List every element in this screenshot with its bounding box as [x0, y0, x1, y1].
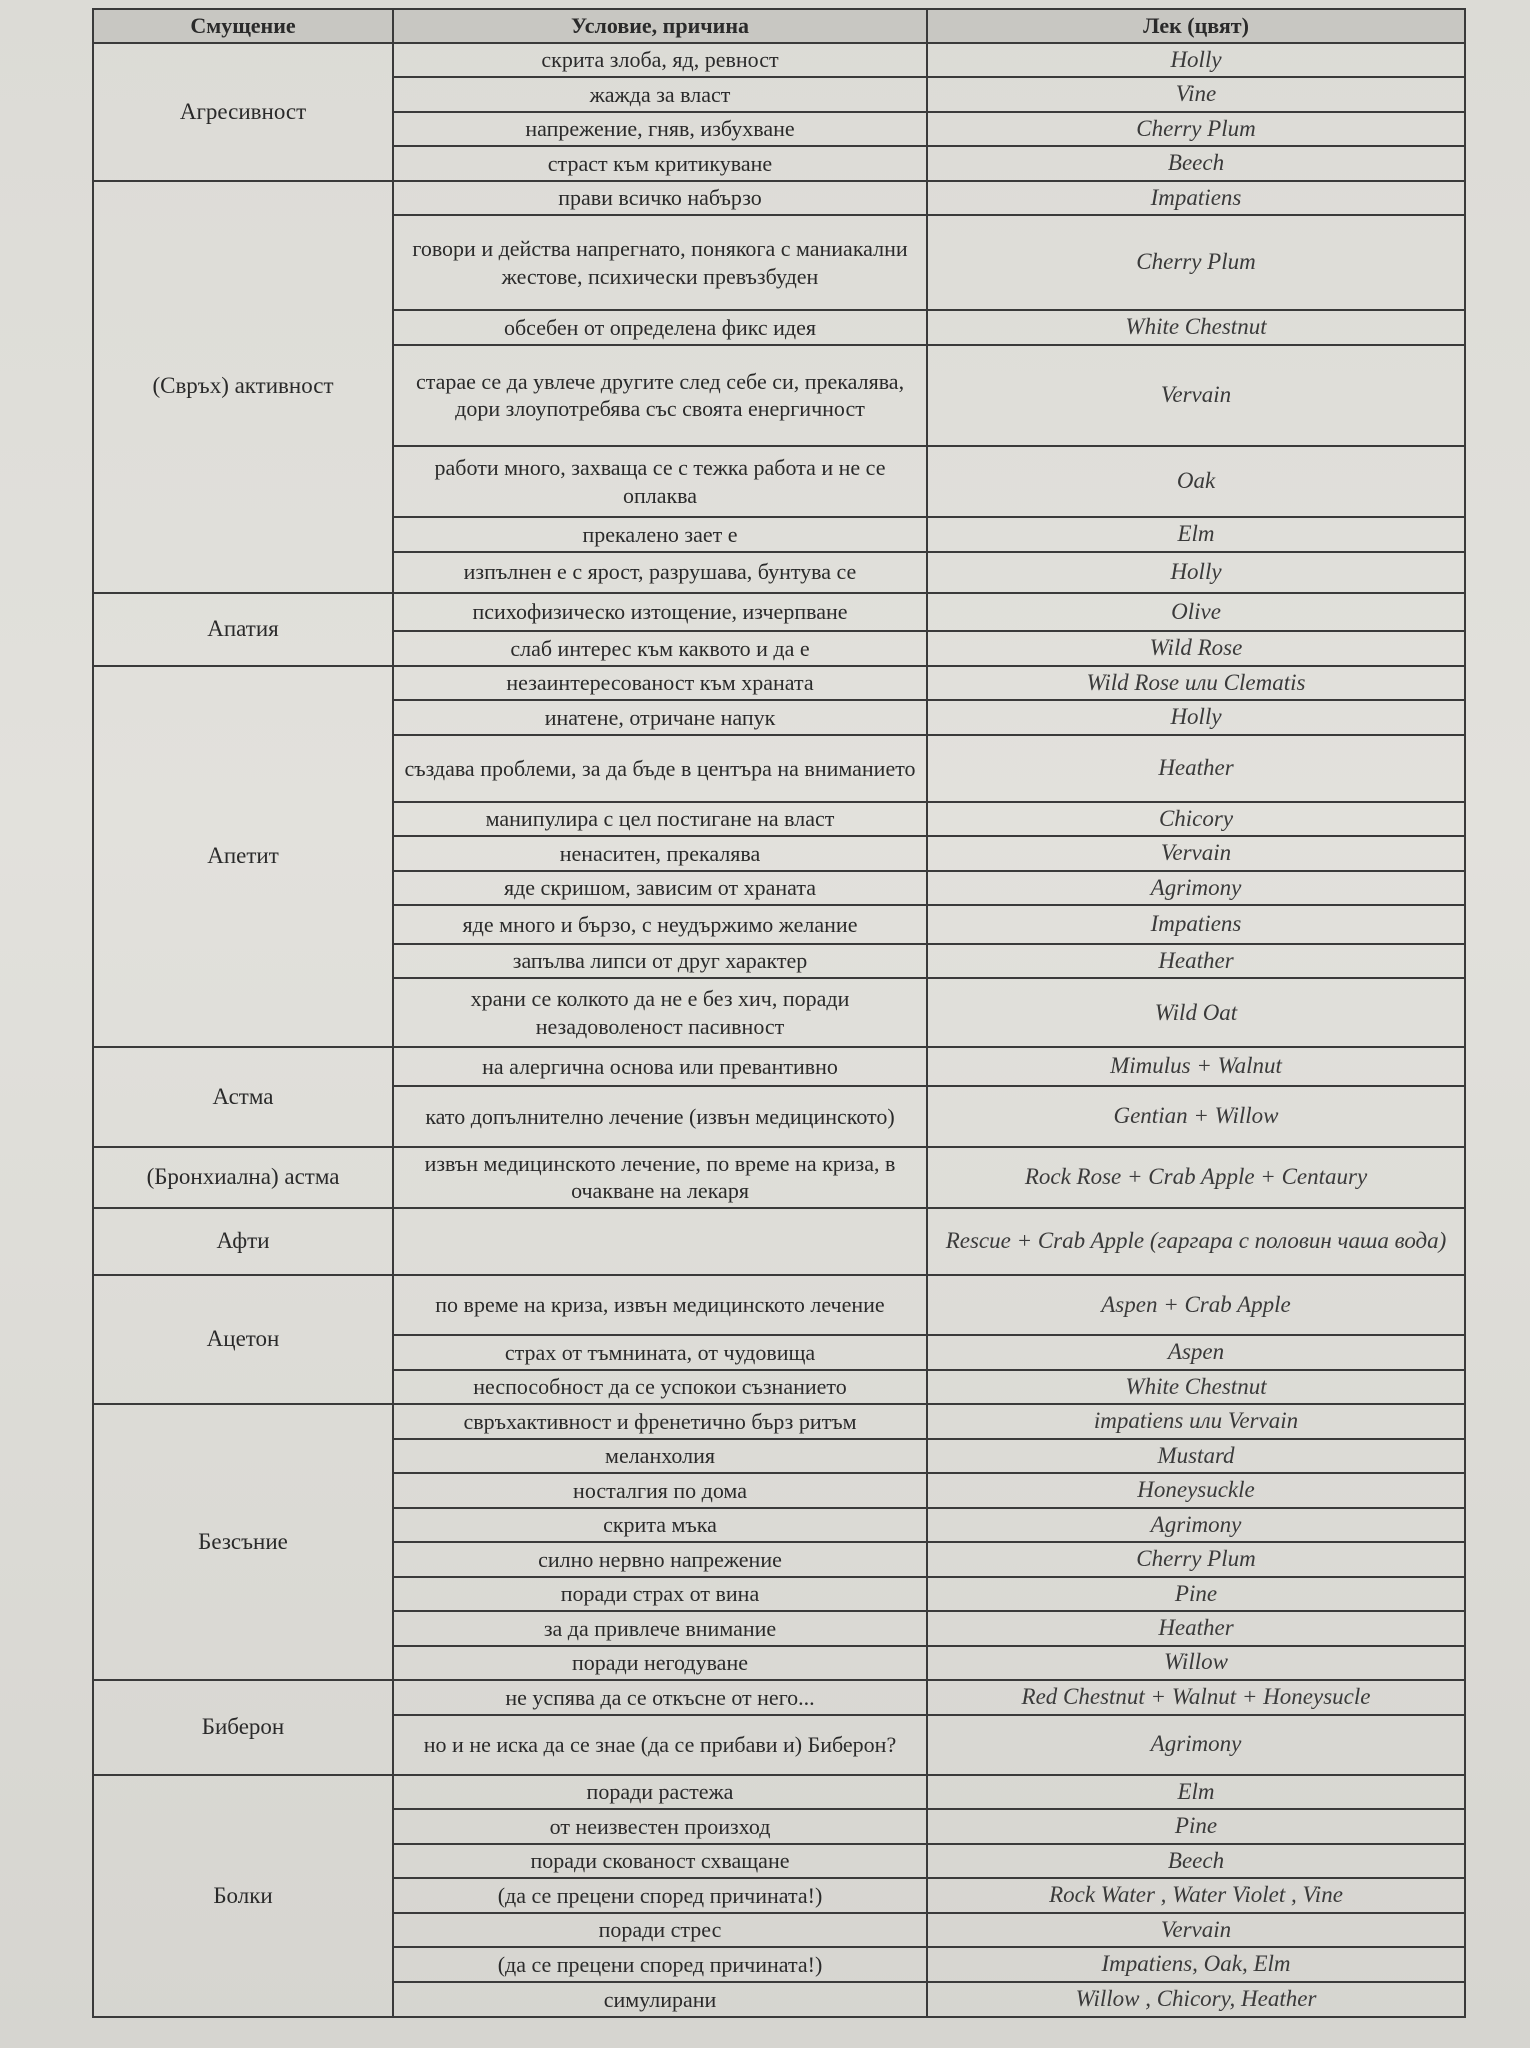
remedy-cell: Honeysuckle: [927, 1473, 1465, 1507]
condition-cell: страст към критикуване: [393, 146, 927, 180]
symptom-cell: Афти: [93, 1208, 393, 1275]
condition-cell: неспособност да се успокои съзнанието: [393, 1370, 927, 1404]
table-row: [93, 43, 1465, 77]
remedy-cell: Impatiens: [927, 905, 1465, 944]
condition-cell: говори и действа напрегнато, понякога с маниакални жестове, психически превъзбуден: [393, 215, 927, 310]
condition-cell: страх от тъмнината, от чудовища: [393, 1335, 927, 1369]
remedy-cell: Cherry Plum: [927, 1542, 1465, 1576]
condition-cell: прекалено зает е: [393, 517, 927, 551]
condition-cell: не успява да се откъсне от него...: [393, 1680, 927, 1714]
remedy-cell: Willow , Chicory, Heather: [927, 1982, 1465, 2017]
header-remedy: Лек (цвят): [927, 9, 1465, 43]
condition-cell: меланхолия: [393, 1439, 927, 1473]
symptom-cell: Агресивност: [93, 43, 393, 181]
remedy-cell: Aspen: [927, 1335, 1465, 1369]
remedy-cell: Wild Oat: [927, 978, 1465, 1047]
symptom-cell: Безсъние: [93, 1404, 393, 1680]
remedy-cell: Mustard: [927, 1439, 1465, 1473]
remedy-cell: Impatiens: [927, 181, 1465, 215]
remedy-cell: impatiens или Vervain: [927, 1404, 1465, 1438]
remedy-cell: Mimulus + Walnut: [927, 1047, 1465, 1086]
condition-cell: [393, 1208, 927, 1275]
condition-cell: яде скришом, зависим от храната: [393, 871, 927, 905]
remedy-cell: Pine: [927, 1809, 1465, 1843]
symptom-cell: Апетит: [93, 666, 393, 1048]
condition-cell: по време на криза, извън медицинското лечение: [393, 1275, 927, 1335]
symptom-cell: Апатия: [93, 593, 393, 666]
symptom-cell: (Свръх) активност: [93, 181, 393, 593]
condition-cell: поради стрес: [393, 1913, 927, 1947]
condition-cell: манипулира с цел постигане на власт: [393, 802, 927, 836]
table-row: [93, 1147, 1465, 1208]
condition-cell: запълва липси от друг характер: [393, 944, 927, 978]
symptom-cell: Биберон: [93, 1680, 393, 1775]
remedy-cell: Heather: [927, 1611, 1465, 1645]
remedy-cell: Oak: [927, 446, 1465, 517]
remedy-cell: Cherry Plum: [927, 215, 1465, 310]
condition-cell: (да се прецени според причината!): [393, 1947, 927, 1981]
condition-cell: за да привлече внимание: [393, 1611, 927, 1645]
condition-cell: поради негодуване: [393, 1646, 927, 1680]
remedy-cell: Agrimony: [927, 871, 1465, 905]
remedy-cell: Vervain: [927, 1913, 1465, 1947]
remedy-cell: Rock Rose + Crab Apple + Centaury: [927, 1147, 1465, 1208]
symptom-cell: Болки: [93, 1775, 393, 2017]
condition-cell: свръхактивност и френетично бърз ритъм: [393, 1404, 927, 1438]
condition-cell: поради растежа: [393, 1775, 927, 1809]
condition-cell: незаинтересованост към храната: [393, 666, 927, 700]
remedy-cell: Vine: [927, 77, 1465, 111]
remedy-cell: Wild Rose: [927, 631, 1465, 665]
remedy-cell: Red Chestnut + Walnut + Honeysucle: [927, 1680, 1465, 1714]
remedy-cell: Elm: [927, 1775, 1465, 1809]
remedy-cell: Holly: [927, 552, 1465, 593]
remedy-cell: Rescue + Crab Apple (гаргара с половин чаша вода): [927, 1208, 1465, 1275]
condition-cell: старае се да увлече другите след себе си, прекалява, дори злоупотребява със своята енергичност: [393, 345, 927, 446]
remedy-cell: Chicory: [927, 802, 1465, 836]
remedy-cell: Holly: [927, 700, 1465, 734]
remedy-cell: Vervain: [927, 836, 1465, 870]
condition-cell: носталгия по дома: [393, 1473, 927, 1507]
remedy-cell: Heather: [927, 944, 1465, 978]
condition-cell: създава проблеми, за да бъде в центъра на вниманието: [393, 735, 927, 802]
remedy-cell: Gentian + Willow: [927, 1086, 1465, 1146]
remedy-cell: Pine: [927, 1577, 1465, 1611]
condition-cell: поради скованост схващане: [393, 1844, 927, 1878]
remedy-cell: Olive: [927, 593, 1465, 632]
remedy-cell: Beech: [927, 146, 1465, 180]
condition-cell: като допълнително лечение (извън медицинското): [393, 1086, 927, 1146]
condition-cell: симулирани: [393, 1982, 927, 2017]
condition-cell: инатене, отричане напук: [393, 700, 927, 734]
condition-cell: храни се колкото да не е без хич, поради незадоволеност пасивност: [393, 978, 927, 1047]
condition-cell: работи много, захваща се с тежка работа и не се оплаква: [393, 446, 927, 517]
condition-cell: силно нервно напрежение: [393, 1542, 927, 1576]
remedy-cell: Agrimony: [927, 1715, 1465, 1775]
condition-cell: яде много и бързо, с неудържимо желание: [393, 905, 927, 944]
table-row: [93, 1680, 1465, 1714]
condition-cell: на алергична основа или превантивно: [393, 1047, 927, 1086]
condition-cell: поради страх от вина: [393, 1577, 927, 1611]
remedy-cell: Rock Water , Water Violet , Vine: [927, 1878, 1465, 1912]
remedy-cell: Elm: [927, 517, 1465, 551]
remedy-cell: Wild Rose или Clematis: [927, 666, 1465, 700]
remedy-cell: Vervain: [927, 345, 1465, 446]
condition-cell: слаб интерес към каквото и да е: [393, 631, 927, 665]
condition-cell: но и не иска да се знае (да се прибави и) Биберон?: [393, 1715, 927, 1775]
condition-cell: жажда за власт: [393, 77, 927, 111]
remedy-cell: Holly: [927, 43, 1465, 77]
table-row: [93, 593, 1465, 632]
table-row: [93, 1275, 1465, 1335]
condition-cell: ненаситен, прекалява: [393, 836, 927, 870]
remedy-cell: Beech: [927, 1844, 1465, 1878]
remedy-cell: Cherry Plum: [927, 112, 1465, 146]
header-condition: Условие, причина: [393, 9, 927, 43]
table-row: [93, 1047, 1465, 1086]
symptom-cell: Астма: [93, 1047, 393, 1146]
table-row: [93, 181, 1465, 215]
remedy-cell: White Chestnut: [927, 1370, 1465, 1404]
condition-cell: изпълнен е с ярост, разрушава, бунтува се: [393, 552, 927, 593]
remedy-cell: Impatiens, Oak, Elm: [927, 1947, 1465, 1981]
table-body: [93, 43, 1465, 2017]
table-row: [93, 666, 1465, 700]
remedy-cell: Willow: [927, 1646, 1465, 1680]
header-row: [93, 9, 1465, 43]
symptom-cell: (Бронхиална) астма: [93, 1147, 393, 1208]
condition-cell: скрита мъка: [393, 1508, 927, 1542]
remedy-cell: Aspen + Crab Apple: [927, 1275, 1465, 1335]
table-row: [93, 1208, 1465, 1275]
condition-cell: напрежение, гняв, избухване: [393, 112, 927, 146]
table-row: [93, 1404, 1465, 1438]
remedy-cell: White Chestnut: [927, 310, 1465, 344]
condition-cell: от неизвестен произход: [393, 1809, 927, 1843]
condition-cell: обсебен от определена фикс идея: [393, 310, 927, 344]
remedy-table: [92, 8, 1466, 2018]
remedy-cell: Heather: [927, 735, 1465, 802]
header-symptom: Смущение: [93, 9, 393, 43]
symptom-cell: Ацетон: [93, 1275, 393, 1404]
condition-cell: извън медицинското лечение, по време на криза, в очакване на лекаря: [393, 1147, 927, 1208]
condition-cell: психофизическо изтощение, изчерпване: [393, 593, 927, 632]
remedy-cell: Agrimony: [927, 1508, 1465, 1542]
condition-cell: прави всичко набързо: [393, 181, 927, 215]
condition-cell: (да се прецени според причината!): [393, 1878, 927, 1912]
condition-cell: скрита злоба, яд, ревност: [393, 43, 927, 77]
table-row: [93, 1775, 1465, 1809]
